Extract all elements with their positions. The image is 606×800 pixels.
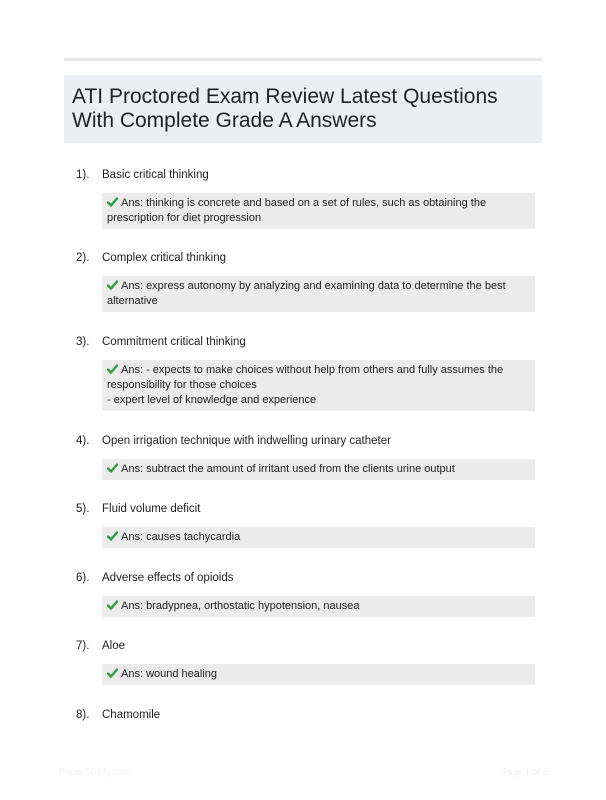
answer-box — [102, 527, 535, 548]
answer-box — [102, 193, 535, 229]
check-icon — [107, 280, 118, 290]
answer-line — [107, 279, 529, 294]
question-text: Adverse effects of opioids — [102, 572, 234, 584]
answer-line — [107, 599, 529, 614]
question-text: Commitment critical thinking — [102, 336, 246, 348]
answer-line: prescription for diet progression — [107, 212, 262, 224]
check-icon — [107, 463, 118, 473]
document-title-line-2: With Complete Grade A Answers — [72, 109, 377, 132]
footer-watermark: PaperStudy.com — [58, 767, 132, 778]
check-icon — [107, 531, 118, 541]
answer-box — [102, 596, 535, 617]
question-text: Open irrigation technique with indwelling urinary catheter — [102, 435, 391, 447]
answer-text: Ans: subtract the amount of irritant used from the clients urine output — [121, 463, 455, 475]
answer-box — [102, 276, 535, 312]
answer-line — [107, 196, 529, 211]
answer-text: Ans: express autonomy by analyzing and examining data to determine the best — [121, 280, 506, 292]
answer-box — [102, 360, 535, 411]
question-number: 1). — [76, 169, 90, 181]
answer-line: responsibility for those choices — [107, 379, 257, 391]
answer-text: Ans: thinking is concrete and based on a set of rules, such as obtaining the — [121, 197, 487, 209]
answer-line: - expert level of knowledge and experience — [107, 394, 317, 406]
answer-text: Ans: - expects to make choices without help from others and fully assumes the — [121, 364, 504, 376]
answer-text: Ans: causes tachycardia — [121, 531, 241, 543]
question-number: 6). — [76, 572, 90, 584]
document-title-box — [64, 75, 542, 143]
answer-box — [102, 459, 535, 480]
answer-line — [107, 363, 529, 378]
check-icon — [107, 364, 118, 374]
answer-box — [102, 664, 535, 685]
question-number: 3). — [76, 336, 90, 348]
question-text: Basic critical thinking — [102, 169, 209, 181]
page-number-label: Page 1 of 8 — [502, 767, 548, 778]
check-icon — [107, 668, 118, 678]
question-number: 8). — [76, 709, 90, 721]
question-number: 5). — [76, 503, 90, 515]
check-icon — [107, 197, 118, 207]
answer-text: Ans: wound healing — [121, 668, 218, 680]
document-title-line-1: ATI Proctored Exam Review Latest Questions — [72, 85, 498, 108]
question-text: Fluid volume deficit — [102, 503, 201, 515]
answer-line: alternative — [107, 295, 158, 307]
question-text: Complex critical thinking — [102, 252, 226, 264]
answer-line — [107, 530, 529, 545]
question-number: 4). — [76, 435, 90, 447]
top-rule — [64, 58, 542, 61]
answer-line — [107, 667, 529, 682]
question-text: Chamomile — [102, 709, 161, 721]
question-text: Aloe — [102, 640, 126, 652]
question-number: 2). — [76, 252, 90, 264]
answer-line — [107, 462, 529, 477]
answer-text: Ans: bradypnea, orthostatic hypotension, nausea — [121, 600, 360, 612]
check-icon — [107, 600, 118, 610]
question-number: 7). — [76, 640, 90, 652]
